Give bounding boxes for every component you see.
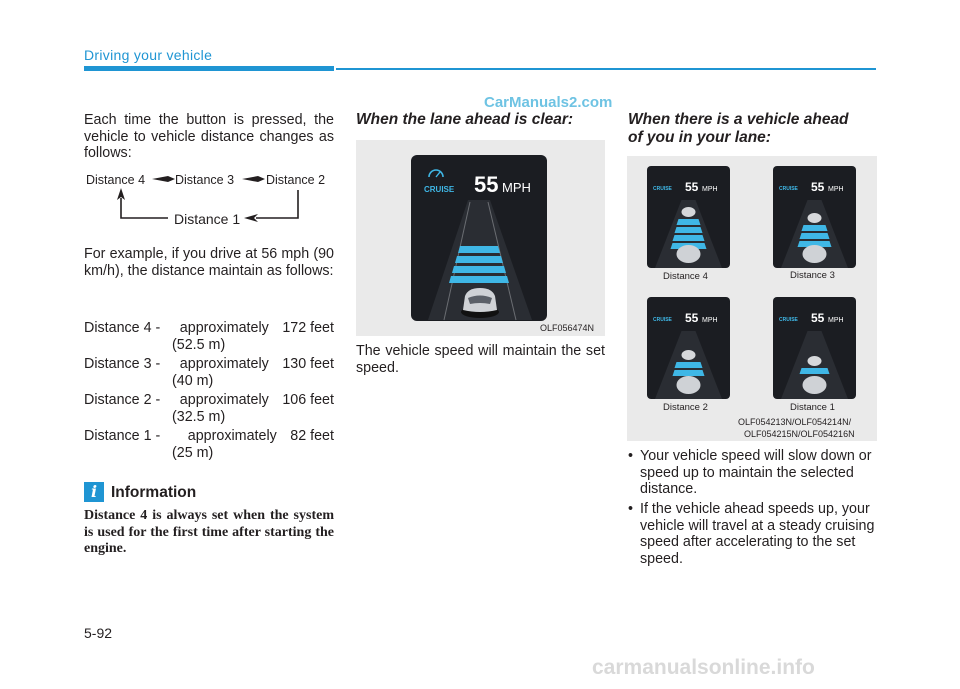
distance-bar: [455, 256, 503, 263]
distance-row: Distance 3 - approximately 130 feet (40 m): [84, 356, 334, 389]
connector-line: [121, 198, 168, 218]
distance-bar: [800, 368, 830, 374]
distance-row: Distance 1 - approximately 82 feet (25 m): [84, 428, 334, 461]
speed-unit: MPH: [828, 317, 844, 324]
car-icon: [803, 245, 827, 263]
cycle-label-d4: Distance 4: [86, 173, 146, 187]
cruise-label: CRUISE: [424, 185, 455, 194]
section-title: Driving your vehicle: [84, 47, 213, 63]
distance-cycle-diagram: [84, 168, 336, 230]
distance-bar: [675, 362, 703, 368]
set-speed: 55: [811, 311, 825, 325]
distance-bar: [673, 235, 705, 241]
header-rule-thin: [336, 68, 876, 70]
cruise-label: CRUISE: [653, 317, 672, 323]
cycle-label-d1: Distance 1: [174, 211, 241, 227]
intro-paragraph: Each time the button is pressed, the vehicle to vehicle distance changes as follows:: [84, 112, 334, 161]
cycle-label-d2: Distance 2: [266, 173, 326, 187]
distance-row: Distance 2 - approximately 106 feet (32.5 m): [84, 392, 334, 425]
watermark-top: CarManuals2.com: [484, 94, 613, 111]
distance-bar: [458, 246, 500, 253]
cycle-label-d3: Distance 3: [175, 173, 235, 187]
arrow-right-icon: [152, 176, 175, 182]
info-text: Distance 4 is always set when the system is used for the first time after starting the engine.: [84, 508, 334, 556]
connector-line: [256, 190, 298, 218]
car-icon: [803, 376, 827, 394]
distance-panels: [627, 156, 877, 441]
lane-clear-text: The vehicle speed will maintain the set speed.: [356, 343, 605, 376]
page-number: 5-92: [84, 625, 113, 641]
arrow-right-icon: [242, 176, 265, 182]
lead-car-icon: [682, 350, 696, 360]
distance-bar: [800, 233, 830, 239]
set-speed: 55: [474, 172, 499, 197]
speed-unit: MPH: [702, 317, 718, 324]
figure-code-line1: OLF054213N/OLF054214N/: [738, 417, 852, 427]
cruise-label: CRUISE: [653, 186, 672, 192]
cluster-panel: [647, 297, 730, 399]
panel-label-distance-3: Distance 3: [790, 270, 835, 281]
distance-row: Distance 4 - approximately 172 feet (52.5 m): [84, 320, 334, 353]
car-icon: [677, 376, 701, 394]
lead-car-icon: [808, 356, 822, 366]
bullet-item: • If the vehicle ahead speeds up, your vehicle will travel at a steady cruising speed after accelerating to the set speed.: [628, 501, 875, 567]
distance-bar: [675, 227, 703, 233]
panel-label-distance-2: Distance 2: [663, 402, 708, 413]
cluster-panel: [773, 166, 856, 268]
distance-bar: [677, 219, 701, 225]
speed-unit: MPH: [828, 186, 844, 193]
distance-bar: [673, 370, 705, 376]
watermark-bottom: carmanualsonline.info: [592, 656, 815, 679]
distance-bar: [802, 225, 828, 231]
set-speed: 55: [685, 180, 699, 194]
example-paragraph: For example, if you drive at 56 mph (90 km/h), the distance maintain as follows:: [84, 246, 334, 279]
distance-bar: [452, 266, 506, 273]
info-icon: i: [84, 482, 104, 502]
heading-vehicle-ahead-line2: of you in your lane:: [628, 129, 771, 146]
figure-code-line2: OLF054215N/OLF054216N: [744, 429, 855, 439]
cruise-label: CRUISE: [779, 186, 798, 192]
panel-label-distance-4: Distance 4: [663, 271, 708, 282]
header-rule-thick: [84, 66, 334, 71]
set-speed: 55: [685, 311, 699, 325]
figure-vehicle-ahead: [627, 156, 877, 441]
distance-bar: [449, 276, 509, 283]
lead-car-icon: [808, 213, 822, 223]
heading-vehicle-ahead-line1: When there is a vehicle ahead: [628, 111, 849, 128]
panel-label-distance-1: Distance 1: [790, 402, 835, 413]
figure-code: OLF056474N: [540, 323, 595, 333]
cruise-label: CRUISE: [779, 317, 798, 323]
arrow-left-icon: [244, 214, 258, 222]
car-icon: [677, 245, 701, 263]
speed-unit: MPH: [702, 186, 718, 193]
lead-car-icon: [682, 207, 696, 217]
heading-lane-clear: When the lane ahead is clear:: [356, 111, 574, 128]
info-title: Information: [111, 484, 197, 501]
cluster-panel: [773, 297, 856, 399]
speed-unit: MPH: [502, 180, 531, 195]
set-speed: 55: [811, 180, 825, 194]
bullet-item: • Your vehicle speed will slow down or speed up to maintain the selected distance.: [628, 448, 872, 497]
figure-lane-clear: [356, 140, 605, 336]
cluster-panel: [647, 166, 730, 268]
